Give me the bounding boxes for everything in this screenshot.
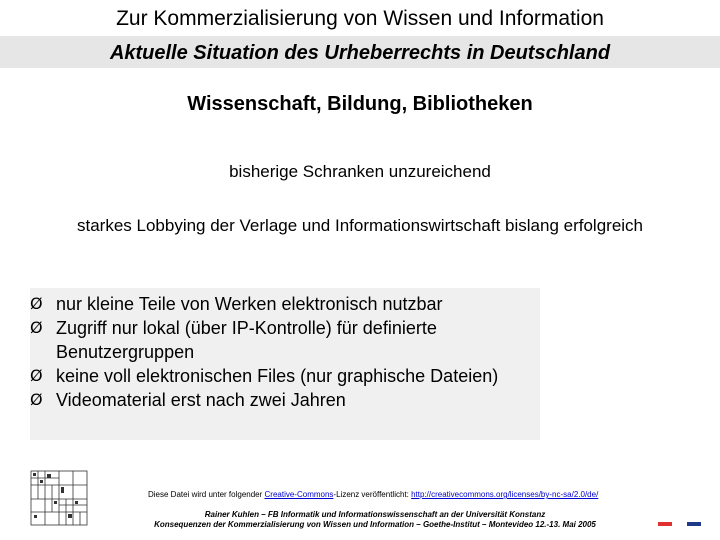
arrow-bullet-icon: Ø (30, 390, 43, 409)
bullet-list (30, 292, 540, 412)
list-item (30, 292, 540, 316)
license-url-link[interactable]: http://creativecommons.org/licenses/by-nc-sa/2.0/de/ (411, 490, 599, 499)
accent-bar-blue (687, 522, 701, 526)
list-item (30, 364, 540, 388)
license-prefix: Diese Datei wird unter folgender (148, 490, 265, 499)
paragraph-lobbying: starkes Lobbying der Verlage und Informationswirtschaft bislang erfolgreich (76, 216, 644, 235)
bullet-text: Videomaterial erst nach zwei Jahren (56, 390, 346, 410)
arrow-bullet-icon: Ø (30, 318, 43, 337)
university-logo-icon (30, 470, 88, 526)
bullet-text: keine voll elektronischen Files (nur graphische Dateien) (56, 366, 499, 386)
license-note (148, 490, 708, 500)
bullet-box (30, 288, 540, 440)
slide-title: Zur Kommerzialisierung von Wissen und Information (116, 7, 604, 30)
footer-event-line: Konsequenzen der Kommerzialisierung von Wissen und Information – Goethe-Institut – Montevideo 12.-13. Mai 2005 (154, 520, 596, 529)
creative-commons-link[interactable]: Creative-Commons (264, 490, 334, 499)
bullet-text: Zugriff nur lokal (über IP-Kontrolle) für definierte Benutzergruppen (56, 318, 437, 362)
paragraph-schranken: bisherige Schranken unzureichend (229, 162, 491, 181)
accent-bar-red (658, 522, 672, 526)
slide-subtitle: Aktuelle Situation des Urheberrechts in Deutschland (109, 42, 611, 64)
footer (110, 510, 640, 530)
section-heading: Wissenschaft, Bildung, Bibliotheken (187, 93, 533, 115)
bullet-text: nur kleine Teile von Werken elektronisch nutzbar (56, 294, 443, 314)
license-mid: -Lizenz veröffentlicht: (333, 490, 412, 499)
list-item (30, 388, 540, 412)
list-item (30, 316, 540, 364)
arrow-bullet-icon: Ø (30, 294, 43, 313)
arrow-bullet-icon: Ø (30, 366, 43, 385)
footer-author-line: Rainer Kuhlen – FB Informatik und Informationswissenschaft an der Universität Konstanz (204, 510, 546, 519)
